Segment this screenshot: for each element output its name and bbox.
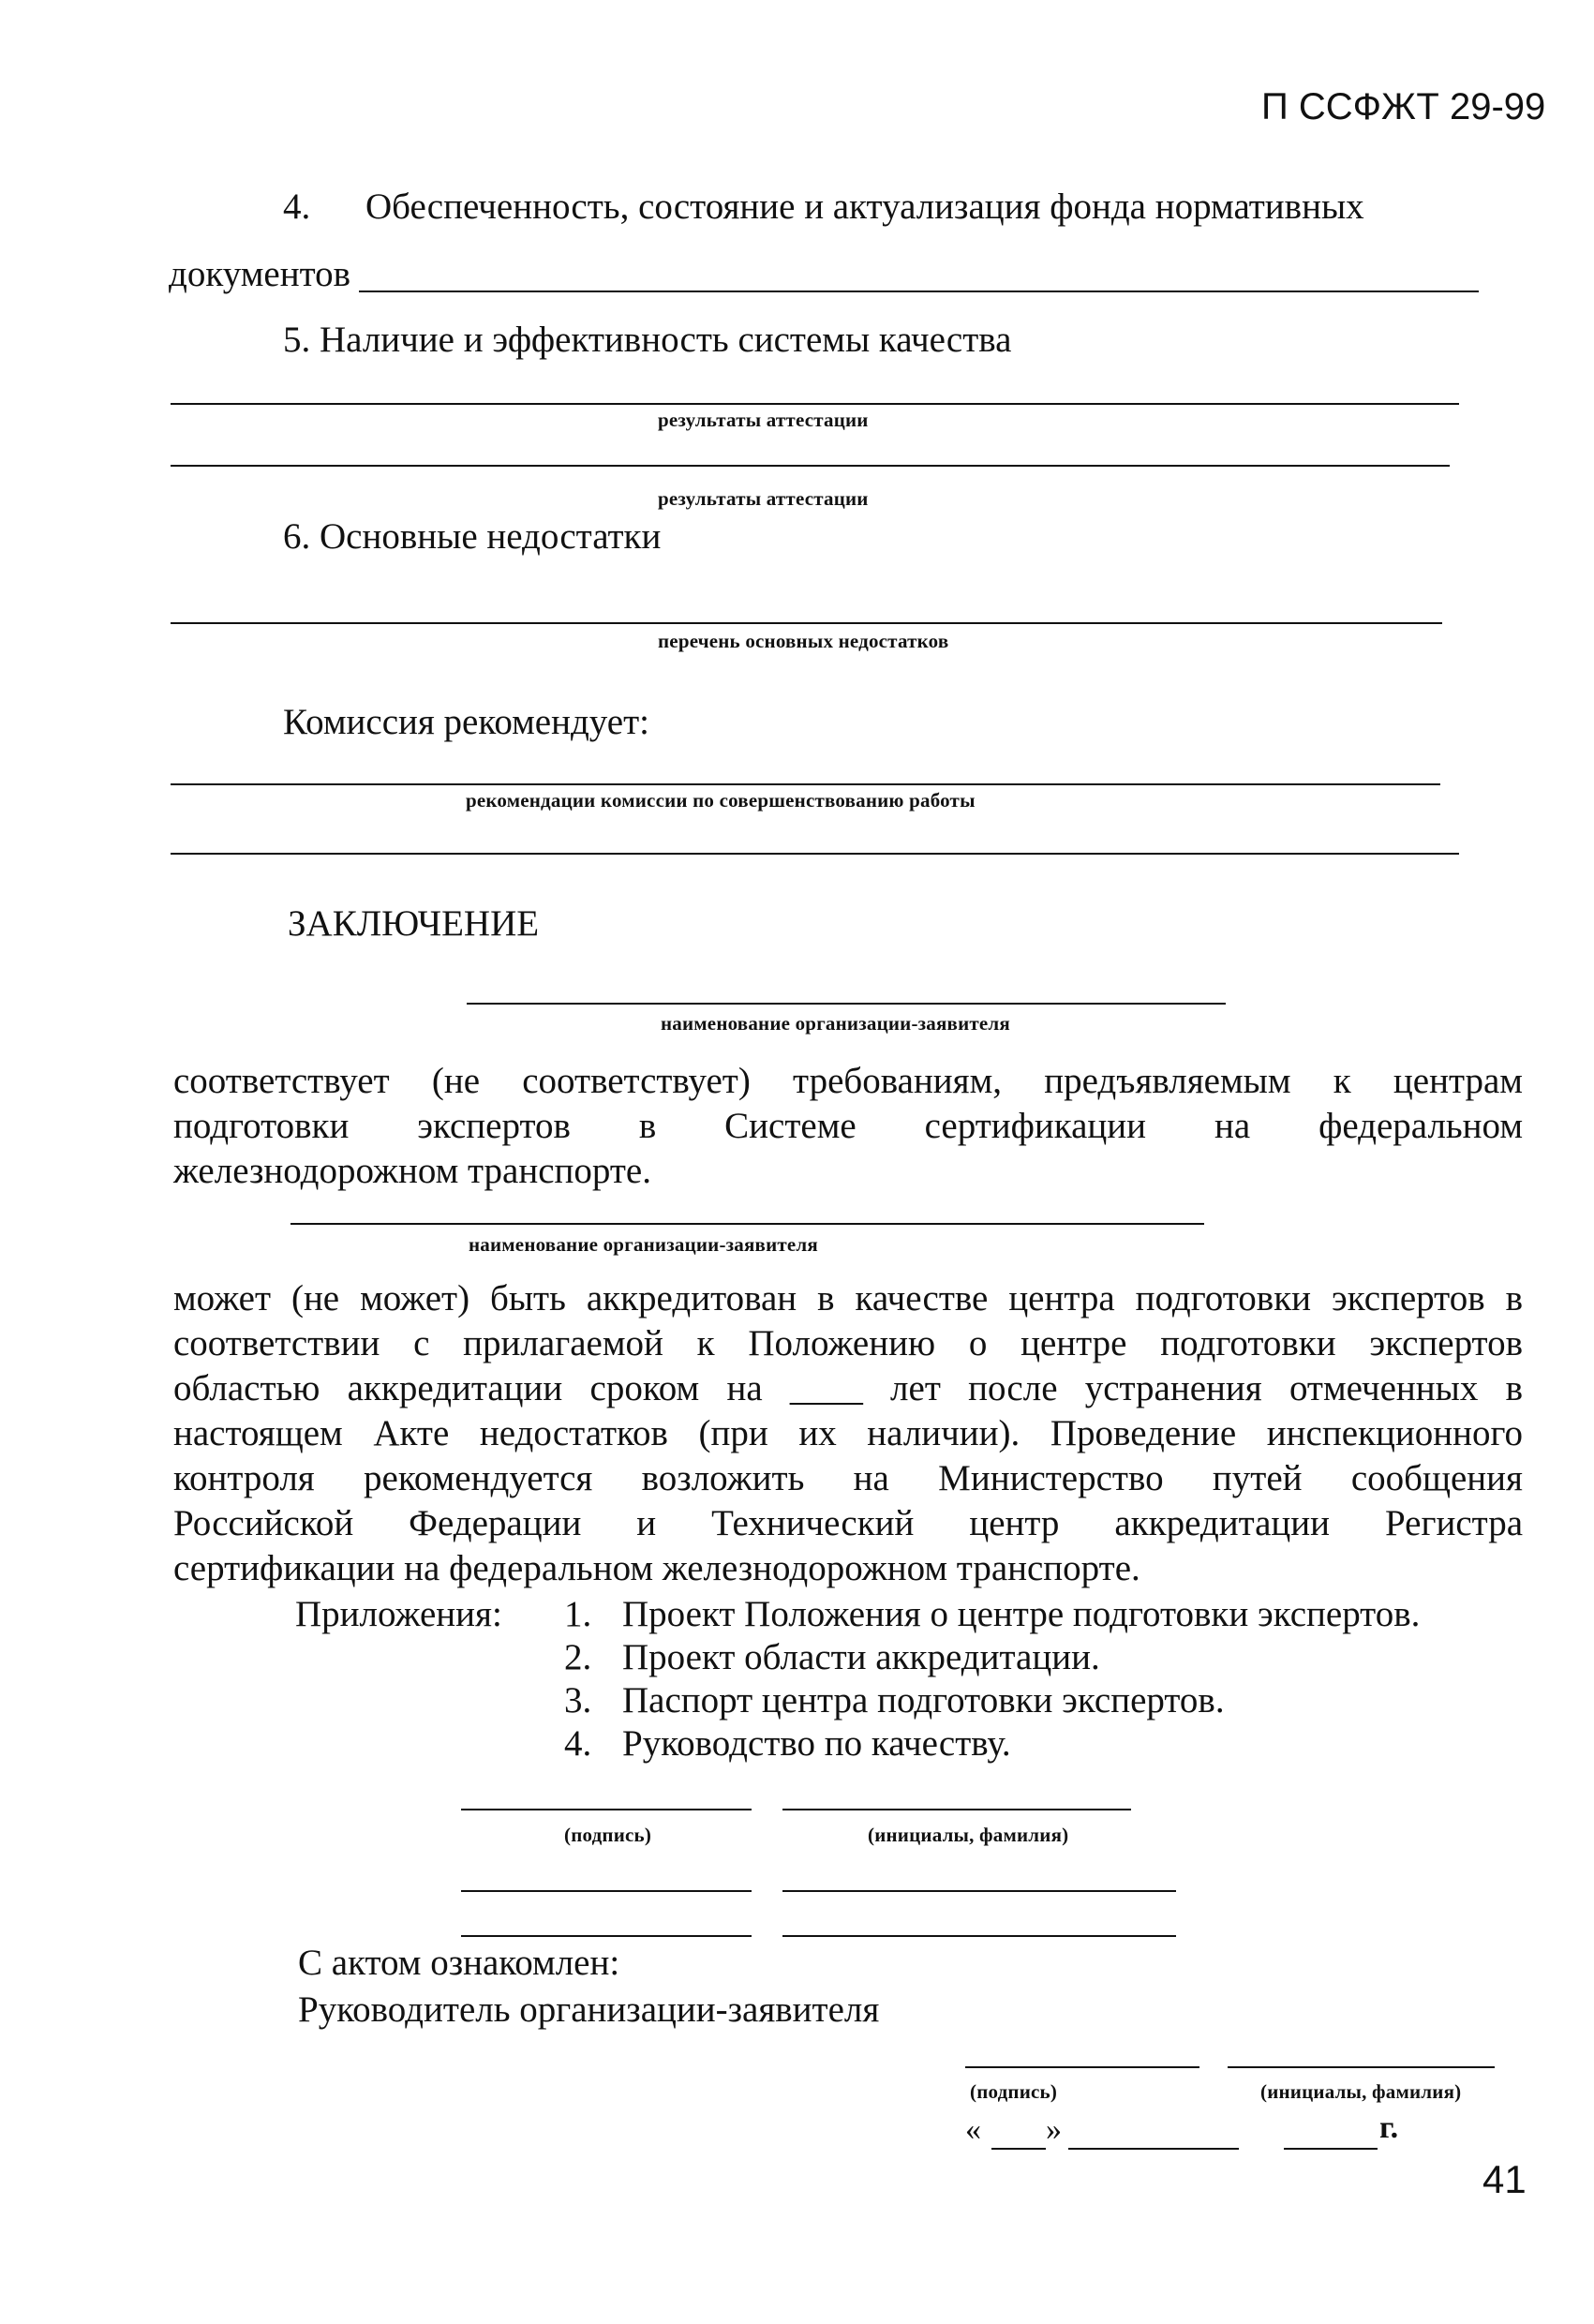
item-4-text: Обеспеченность, состояние и актуализация фонда нормативных [365, 186, 1364, 227]
paragraph-2-line: контроля рекомендуется возложить на Министерство путей сообщения [173, 1458, 1523, 1498]
caption-main-deficiencies: перечень основных недостатков [658, 630, 949, 652]
fill-line-commission [171, 783, 1440, 785]
item-4-continuation: документов [169, 254, 351, 294]
date-day-line [991, 2148, 1046, 2150]
document-code: П ССФЖТ 29-99 [1261, 86, 1546, 127]
paragraph-2-line: может (не может) быть аккредитован в качестве центра подготовки экспертов в [173, 1278, 1523, 1318]
paragraph-2-line: соответствии с прилагаемой к Положению о центре подготовки экспертов [173, 1323, 1523, 1363]
appendix-number: 1. [564, 1594, 592, 1634]
appendix-text: Паспорт центра подготовки экспертов. [622, 1680, 1225, 1721]
fill-line-org-name-2 [290, 1223, 1204, 1225]
caption-org-name-2: наименование организации-заявителя [469, 1233, 818, 1256]
fill-line-documents [359, 290, 1479, 292]
item-6-text: 6. Основные недостатки [283, 516, 662, 557]
fill-line-commission-2 [171, 853, 1459, 855]
caption-signature: (подпись) [564, 1824, 652, 1846]
fill-line-org-name-1 [467, 1003, 1226, 1005]
fill-line-item-5-b [171, 465, 1450, 467]
paragraph-1-line: железнодорожном транспорте. [173, 1151, 651, 1191]
page-number: 41 [1482, 2157, 1527, 2201]
date-year-line [1284, 2148, 1378, 2150]
conclusion-paragraph-2 [173, 1276, 1523, 1591]
paragraph-1-line: подготовки экспертов в Системе сертификации на федеральном [173, 1106, 1523, 1146]
paragraph-2-line: Российской Федерации и Технический центр аккредитации Регистра [173, 1503, 1523, 1543]
signature-line [461, 1890, 752, 1892]
paragraph-2-line: областью аккредитации сроком на ____ лет после устранения отмеченных в [173, 1368, 1523, 1408]
acknowledgment-line: С актом ознакомлен: [298, 1943, 620, 1983]
paragraph-1-line: соответствует (не соответствует) требованиям, предъявляемым к центрам [173, 1061, 1523, 1101]
caption-signature: (подпись) [970, 2080, 1058, 2103]
name-line [1228, 2066, 1495, 2068]
item-5-text: 5. Наличие и эффективность системы качества [283, 320, 1012, 360]
item-4-number: 4. [283, 186, 311, 227]
fill-line-item-6 [171, 622, 1442, 624]
fill-line-item-5-a [171, 403, 1459, 405]
date-open-quote: « [965, 2112, 981, 2147]
appendix-text: Руководство по качеству. [622, 1723, 1011, 1764]
appendix-number: 4. [564, 1723, 592, 1764]
date-month-line [1068, 2148, 1239, 2150]
conclusion-paragraph-1 [173, 1059, 1523, 1194]
signature-line [965, 2066, 1199, 2068]
name-line [782, 1935, 1176, 1937]
caption-initials-surname: (инициалы, фамилия) [1260, 2080, 1462, 2103]
appendices-label: Приложения: [295, 1594, 502, 1634]
signature-line [461, 1935, 752, 1937]
name-line [782, 1809, 1131, 1810]
appendix-number: 3. [564, 1680, 592, 1721]
signature-line [461, 1809, 752, 1810]
appendix-text: Проект области аккредитации. [622, 1637, 1100, 1677]
caption-attestation-results-1: результаты аттестации [658, 409, 869, 431]
date-close-quote: » [1046, 2112, 1062, 2147]
appendix-text: Проект Положения о центре подготовки экспертов. [622, 1594, 1421, 1634]
caption-initials-surname: (инициалы, фамилия) [868, 1824, 1069, 1846]
name-line [782, 1890, 1176, 1892]
paragraph-2-line: сертификации на федеральном железнодорожном транспорте. [173, 1548, 1140, 1588]
caption-commission-recommendations: рекомендации комиссии по совершенствованию работы [466, 789, 976, 812]
appendix-number: 2. [564, 1637, 592, 1677]
caption-attestation-results-2: результаты аттестации [658, 487, 869, 510]
conclusion-title: ЗАКЛЮЧЕНИЕ [288, 903, 540, 944]
applicant-head-label: Руководитель организации-заявителя [298, 1989, 880, 2030]
commission-label: Комиссия рекомендует: [283, 702, 649, 742]
caption-org-name-1: наименование организации-заявителя [661, 1012, 1010, 1035]
year-suffix: г. [1379, 2110, 1399, 2145]
paragraph-2-line: настоящем Акте недостатков (при их наличии). Проведение инспекционного [173, 1413, 1523, 1453]
